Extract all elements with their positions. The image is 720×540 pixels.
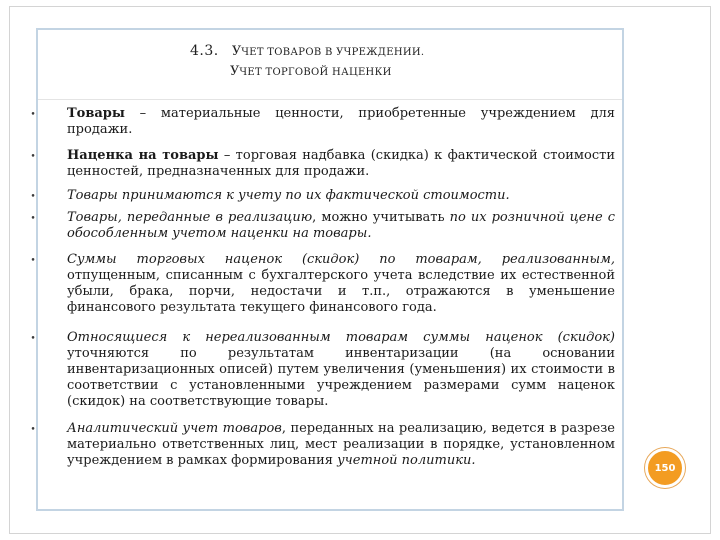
page-number-badge: 150 [645,448,685,488]
bullet-marker: • [30,110,36,120]
bullet-marker: • [30,334,36,344]
section-number: 4.3. [190,43,219,59]
bullet-marker: • [30,425,36,435]
title-line-2: УЧЕТ ТОРГОВОЙ НАЦЕНКИ [230,64,392,79]
bullet-marker: • [30,256,36,266]
bullet-marker: • [30,214,36,224]
title-line-1: 4.3. УЧЕТ ТОВАРОВ В УЧРЕЖДЕНИИ. [190,43,425,59]
slide-title [38,30,622,100]
slide: 4.3. УЧЕТ ТОВАРОВ В УЧРЕЖДЕНИИ. УЧЕТ ТОРГОВОЙ НАЦЕНКИ • Товары – материальные ценности, приобретенные учреждением для продажи. • Наценка на товары – торговая надбавка (скидка) к фактической стоимости ценностей, предназначенных для продажи. • Товары принимаются к учету по их фактической стоимости. • Товары, переданные в реализацию, можно учитывать по их розничной цене с обособленным учетом наценки на товары. • Суммы торговых наценок (скидок) по товарам, реализованным, отпущенным, списанным с бухгалтерского учета вследствие их естественной убыли, брака, порчи, недостачи и т.п., отражаются в уменьшение финансового результата текущего финансового года. • Относящиеся к нереализованным товарам суммы наценок (скидок) уточняются по результатам инвентаризации (на основании инвентаризационных описей) путем увеличения (уменьшения) их стоимости в соответствии с установленными учреждением размерами сумм наценок (скидок) на соответствующие товары. • Аналитический учет товаров, переданных на реализацию, ведется в разрезе материально ответственных лиц, мест реализации в порядке, установленном учреждением в рамках формирования учетной политики. [36,28,624,511]
bullet-marker: • [30,152,36,162]
bullet-marker: • [30,192,36,202]
